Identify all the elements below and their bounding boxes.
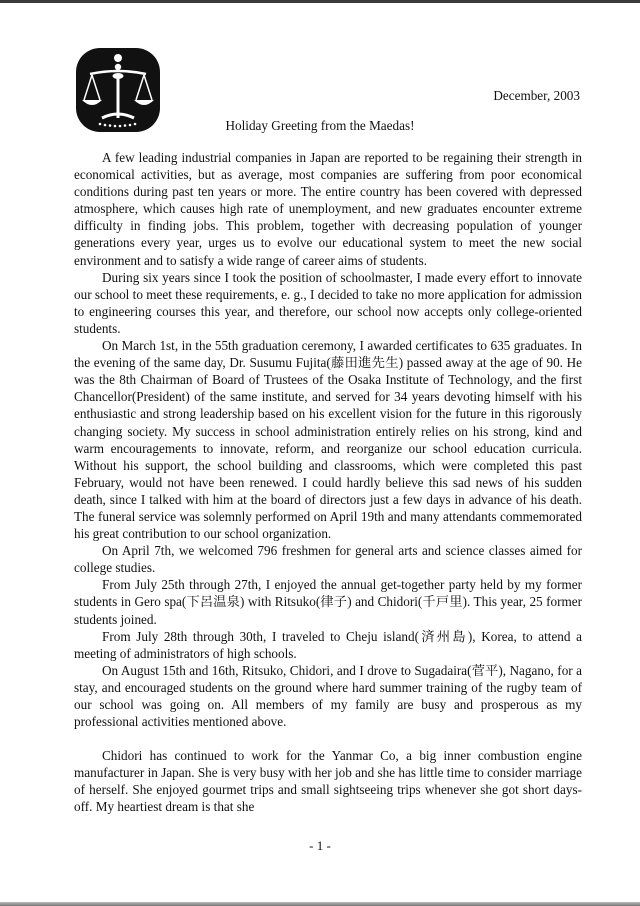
letter-body [74, 149, 582, 816]
scan-edge-top [0, 0, 640, 3]
paragraph: On March 1st, in the 55th graduation ceremony, I awarded certificates to 635 graduates. In the evening of the same day, Dr. Susumu Fujita(藤田進先生) passed away at the age of 90. He was the 8th Chairman of Board of Trustees of the Osaka Institute of Technology, and the first Chancellor(President) of the same institute, and served for 34 years devoting himself with his enthusiastic and strong leadership based on his excellent vision for the future in this rigorously changing society. My success in school administration entirely relies on his strong, kind and warm encouragements to innovate, reform, and reorganize our school education curricula. Without his support, the school building and classrooms, which were completed this past February, would not have been renewed. I could hardly believe this sad news of his sudden death, since I talked with him at the board of directors just a few days in advance of his death. The funeral service was solemnly performed on April 19th and many attendants commemorated his great contribution to our school organization. [74, 338, 582, 542]
paragraph: From July 28th through 30th, I traveled to Cheju island(済州島), Korea, to attend a meeting of administrators of high schools. [74, 628, 582, 661]
paragraph: Chidori has continued to work for the Yanmar Co, a big inner combustion engine manufacturer in Japan. She is very busy with her job and she has little time to consider marriage of herself. She enjoyed gourmet trips and small sightseeing trips whenever she got short days-off. My heartiest dream is that she [74, 748, 582, 815]
letter-title: Holiday Greeting from the Maedas! [225, 118, 415, 133]
paragraph: On August 15th and 16th, Ritsuko, Chidori, and I drove to Sugadaira(菅平), Nagano, for a stay, and encouraged students on the ground where hard summer training of the rugby team of our school was going on. All members of my family are busy and prosperous as my professional activities mentioned above. [74, 662, 582, 730]
paragraph: From July 25th through 27th, I enjoyed the annual get-together party held by my former students in Gero spa(下呂温泉) with Ritsuko(律子) and Chidori(千戸里). This year, 25 former students joined. [74, 577, 582, 627]
scan-edge-bottom [0, 902, 640, 906]
paragraph: During six years since I took the position of schoolmaster, I made every effort to innovate our school to meet these requirements, e. g., I decided to take no more application for admission to engineering courses this year, and therefore, our school now accepts only college-oriented students. [74, 269, 582, 336]
page-number: - 1 - [309, 838, 331, 853]
paragraph: A few leading industrial companies in Japan are reported to be regaining their strength in economical activities, but as average, most companies are suffering from poor economical conditions during past ten years or more. The entire country has been covered with depressed atmosphere, which causes high rate of unemployment, and new graduates encounter extreme difficulty in finding jobs. This problem, together with decreasing population of younger generations every year, urges us to evolve our educational system to meet the new social environment and to satisfy a wide range of career aims of students. [74, 150, 582, 268]
paragraph: On April 7th, we welcomed 796 freshmen for general arts and science classes aimed for college studies. [74, 543, 582, 576]
letter-date: December, 2003 [493, 88, 580, 103]
